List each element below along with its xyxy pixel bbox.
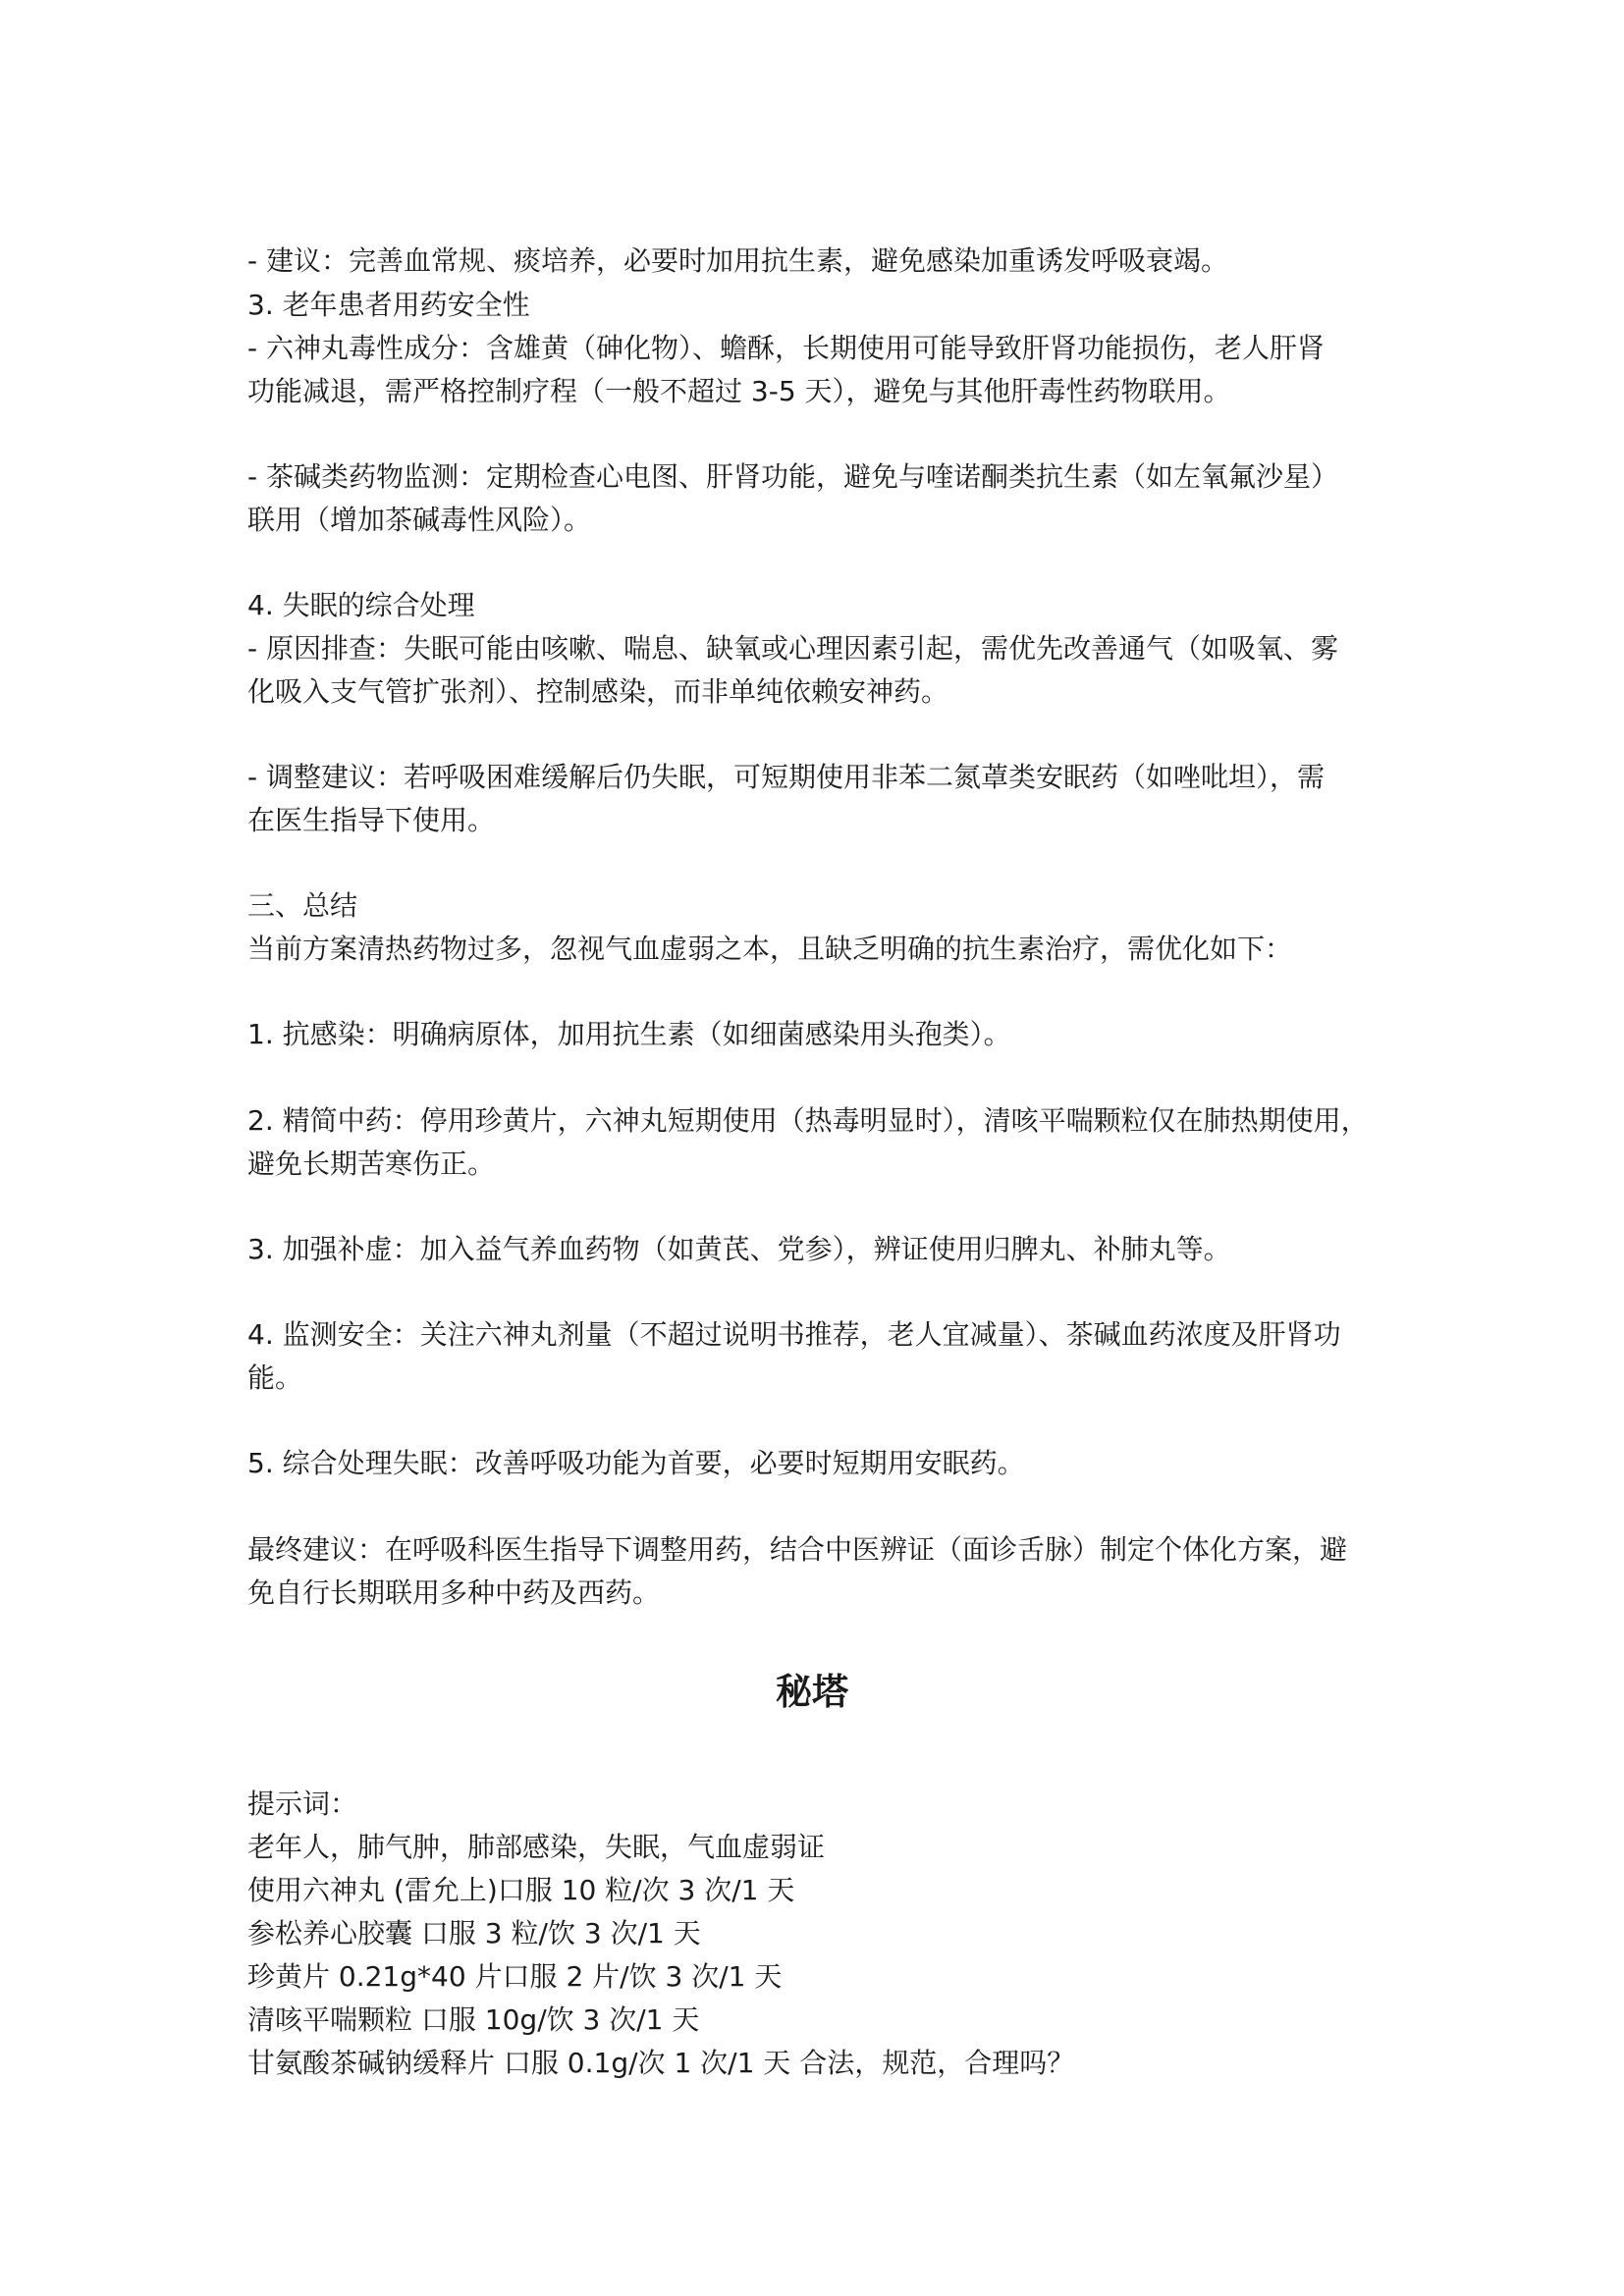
text-line: 免自行长期联用多种中药及西药。 [247,1576,661,1609]
list-item: 1. 抗感染：明确病原体，加用抗生素（如细菌感染用头孢类）。 [247,1018,1011,1050]
prompt-line: 清咳平喘颗粒 口服 10g/饮 3 次/1 天 [247,2003,700,2036]
text-line: 在医生指导下使用。 [247,804,496,836]
text-line: - 原因排查：失眠可能由咳嗽、喘息、缺氧或心理因素引起，需优先改善通气（如吸氧、雾 [247,632,1339,665]
text-line: 当前方案清热药物过多，忽视气血虚弱之本，且缺乏明确的抗生素治疗，需优化如下： [247,933,1293,965]
list-item: 避免长期苦寒伤正。 [247,1148,496,1180]
text-line: 功能减退，需严格控制疗程（一般不超过 3-5 天），避免与其他肝毒性药物联用。 [247,375,1231,407]
text-line: - 六神丸毒性成分：含雄黄（砷化物）、蟾酥，长期使用可能导致肝肾功能损伤，老人肝肾 [247,332,1326,364]
list-item: 2. 精简中药：停用珍黄片，六神丸短期使用（热毒明显时），清咳平喘颗粒仅在肺热期使用， [247,1104,1369,1137]
text-line: - 调整建议：若呼吸困难缓解后仍失眠，可短期使用非苯二氮䓬类安眠药（如唑吡坦），需 [247,761,1326,793]
list-item: 4. 监测安全：关注六神丸剂量（不超过说明书推荐，老人宜减量）、茶碱血药浓度及肝肾功 [247,1318,1341,1351]
prompt-line: 老年人，肺气肿，肺部感染，失眠，气血虚弱证 [247,1831,826,1863]
section-heading: 4. 失眠的综合处理 [247,589,475,621]
prompt-line: 珍黄片 0.21g*40 片口服 2 片/饮 3 次/1 天 [247,1960,783,1993]
page-title: 秘塔 [776,1671,848,1713]
prompt-line: 甘氨酸茶碱钠缓释片 口服 0.1g/次 1 次/1 天 合法，规范，合理吗？ [247,2047,1075,2079]
prompt-line: 使用六神丸 (雷允上)口服 10 粒/次 3 次/1 天 [247,1874,795,1906]
list-item: 3. 加强补虚：加入益气养血药物（如黄芪、党参），辨证使用归脾丸、补肺丸等。 [247,1233,1231,1265]
list-item: 能。 [247,1362,303,1394]
text-line: 联用（增加茶碱毒性风险）。 [247,504,592,536]
text-line: 最终建议：在呼吸科医生指导下调整用药，结合中医辨证（面诊舌脉）制定个体化方案，避 [247,1533,1348,1566]
prompt-line: 参松养心胶囊 口服 3 粒/饮 3 次/1 天 [247,1917,701,1949]
text-line: - 茶碱类药物监测：定期检查心电图、肝肾功能，避免与喹诺酮类抗生素（如左氧氟沙星） [247,460,1339,493]
list-item: 5. 综合处理失眠：改善呼吸功能为首要，必要时短期用安眠药。 [247,1447,1025,1479]
text-line: - 建议：完善血常规、痰培养，必要时加用抗生素，避免感染加重诱发呼吸衰竭。 [247,244,1229,277]
section-heading: 三、总结 [247,889,358,922]
section-heading: 3. 老年患者用药安全性 [247,289,530,321]
text-line: 化吸入支气管扩张剂）、控制感染，而非单纯依赖安神药。 [247,675,949,708]
prompt-label: 提示词： [247,1788,358,1820]
